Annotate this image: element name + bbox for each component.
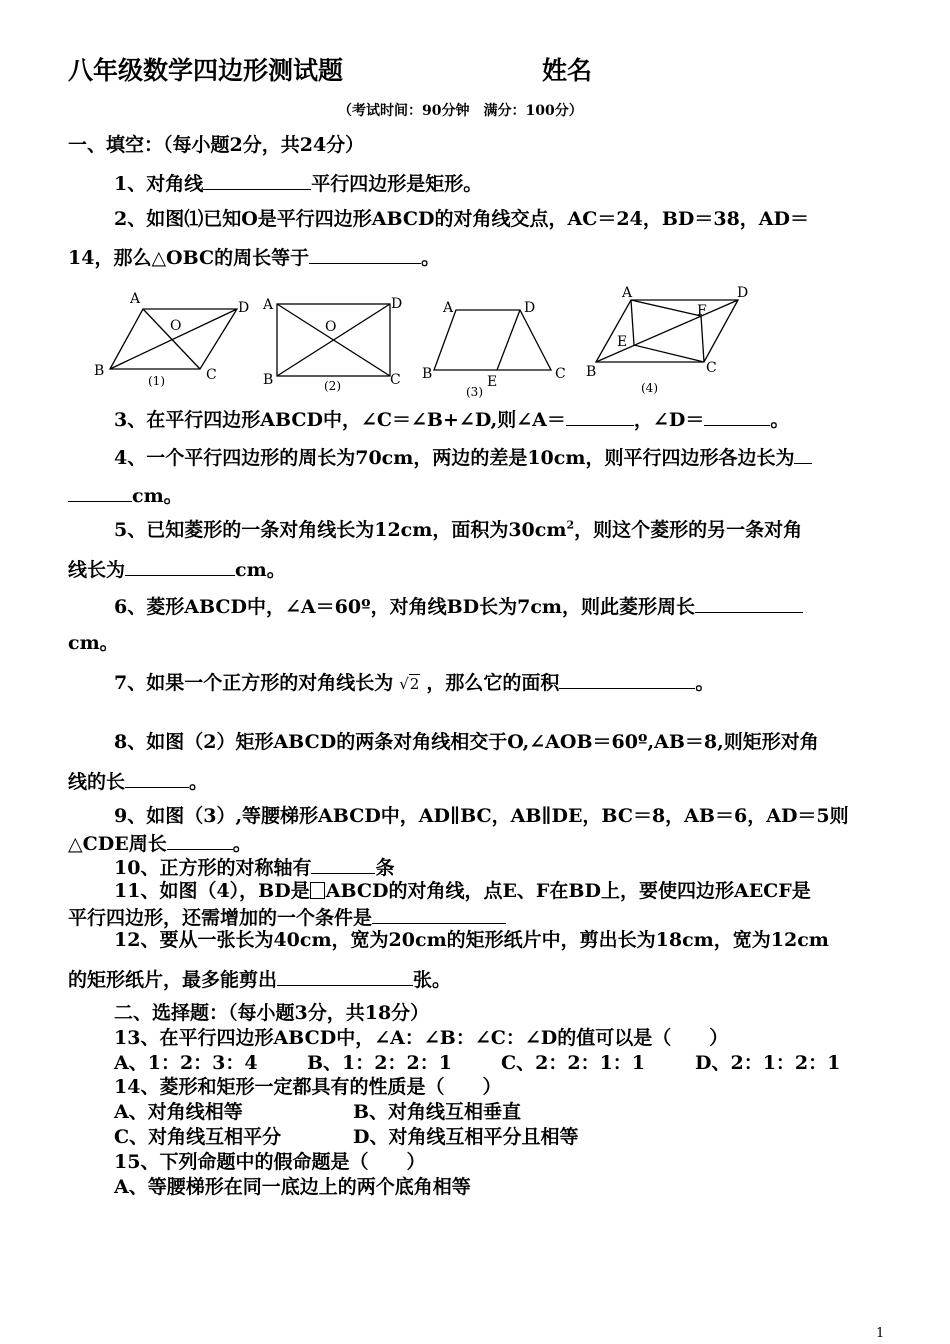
fig4-caption: (4) [641,381,658,395]
q1-text-a: 1、对角线 [114,173,204,195]
fig2-label-c: C [390,372,401,388]
q9-text-b: 。 [232,833,252,855]
question-4-line2 [68,482,183,508]
page-number: 1 [876,1326,885,1341]
fig4-label-c: C [706,360,717,376]
fig2-label-b: B [263,372,274,388]
fig4-segment-fa [631,300,701,316]
q5-superscript: 2 [566,518,575,532]
fig4-segment-ae [631,300,634,345]
fig3-trapezoid [434,310,551,370]
q1-blank[interactable] [203,170,311,190]
fig4-label-a: A [622,285,633,301]
question-9-line1: 9、如图（3）,等腰梯形ABCD中，AD∥BC，AB∥DE，BC＝8，AB＝6，AD＝5则 [114,805,849,827]
question-12-line1: 12、要从一张长为40cm，宽为20cm的矩形纸片中，剪出长为18cm，宽为12cm [114,929,829,951]
q5-text-b: ，则这个菱形的另一条对角 [574,519,803,541]
q11-text-b: ABCD的对角线，点E、F在BD上，要使四边形AECF是 [325,880,811,902]
q9-blank[interactable] [167,830,233,850]
fig4-label-d: D [737,285,749,301]
figure-3 [422,300,566,399]
q5-text-c: 线长为 [68,559,126,581]
question-1 [114,170,482,196]
q7-text-a: 7、如果一个正方形的对角线长为 [114,672,394,694]
question-10 [114,854,394,880]
q3-blank-a[interactable] [566,406,634,426]
q6-blank[interactable] [695,593,803,613]
fig1-caption: (1) [148,374,165,388]
question-8-line1: 8、如图（2）矩形ABCD的两条对角线相交于O,∠AOB＝60º,AB＝8,则矩形对角 [114,731,819,753]
q7-text-c: 。 [695,672,715,694]
q13-option-d[interactable]: D、2：1：2：1 [695,1052,841,1074]
q4-blank-start[interactable] [794,444,812,464]
question-6-line2: cm。 [68,632,119,654]
question-11-line1 [114,879,811,903]
q8-text-a: 线的长 [68,771,126,793]
question-2-line1: 2、如图⑴已知O是平行四边形ABCD的对角线交点，AC＝24，BD＝38，AD＝ [114,208,810,230]
question-2-line2 [68,244,440,270]
question-11-line2 [68,904,506,930]
question-3 [114,406,789,432]
fig1-label-o: O [170,318,182,334]
question-12-line2 [68,966,451,992]
figure-4 [586,285,748,395]
q13-option-c[interactable]: C、2：2：1：1 [501,1052,646,1074]
q13-option-b[interactable]: B、1：2：2：1 [307,1052,452,1074]
q3-text-a: 3、在平行四边形ABCD中，∠C＝∠B+∠D,则∠A＝ [114,409,566,431]
q2-text-a: 14，那么△OBC的周长等于 [68,247,310,269]
fig4-label-e: E [617,334,628,350]
q4-blank[interactable] [68,482,132,502]
section1-heading: 一、填空：（每小题2分，共24分） [68,134,365,156]
q11-blank[interactable] [372,904,506,924]
fig3-label-b: B [422,366,433,382]
fig3-label-c: C [555,366,566,382]
fig2-caption: (2) [324,379,341,393]
q5-text-d: cm。 [235,559,286,581]
q6-text-a: 6、菱形ABCD中，∠A＝60º，对角线BD长为7cm，则此菱形周长 [114,596,696,618]
fig1-label-b: B [94,363,105,379]
q5-blank[interactable] [125,556,235,576]
q2-blank[interactable] [309,244,421,264]
q12-text-a: 的矩形纸片，最多能剪出 [68,969,278,991]
parallelogram-symbol-icon [310,882,325,899]
q3-text-c: 。 [770,409,790,431]
q5-text-a: 5、已知菱形的一条对角线长为12cm，面积为30cm [114,519,567,541]
q9-text-a: △CDE周长 [68,833,167,855]
fig2-label-a: A [263,297,274,313]
fig3-label-a: A [443,300,454,316]
figure-1 [94,291,249,388]
q8-blank[interactable] [125,768,189,788]
q3-blank-d[interactable] [704,406,770,426]
question-8-line2 [68,768,208,794]
q7-blank[interactable] [559,669,695,689]
fig4-label-f: F [697,303,707,319]
question-13-stem: 13、在平行四边形ABCD中，∠A：∠B：∠C：∠D的值可以是（ ） [114,1027,729,1049]
q10-blank[interactable] [311,854,375,874]
q8-text-b: 。 [189,771,209,793]
question-14-stem: 14、菱形和矩形一定都具有的性质是（ ） [114,1076,502,1098]
q4-text-a: 4、一个平行四边形的周长为70cm，两边的差是10cm，则平行四边形各边长为 [114,447,795,469]
q14-option-b[interactable]: B、对角线互相垂直 [353,1101,522,1123]
fig3-label-e: E [487,374,498,390]
q11-text-c: 平行四边形，还需增加的一个条件是 [68,907,373,929]
fig3-label-d: D [524,300,536,316]
q3-text-b: ，∠D＝ [633,409,705,431]
question-9-line2 [68,830,252,856]
q1-text-b: 平行四边形是矩形。 [311,173,483,195]
q13-option-a[interactable]: A、1：2：3：4 [114,1052,258,1074]
exam-info: （考试时间：90分钟 满分：100分） [338,103,583,119]
fig1-label-a: A [130,291,141,307]
q14-option-c[interactable]: C、对角线互相平分 [114,1126,282,1148]
page-title: 八年级数学四边形测试题 [68,56,344,85]
fig3-segment-de [497,310,520,370]
question-6-line1 [114,593,803,619]
name-label: 姓名 [542,56,593,85]
fig4-segment-cf [701,316,704,362]
figures-row [88,282,768,400]
fig3-caption: (3) [466,385,483,399]
fig2-label-d: D [391,296,403,312]
question-5-line1 [114,518,802,542]
section2-heading: 二、选择题：（每小题3分，共18分） [114,1002,430,1024]
q11-text-a: 11、如图（4），BD是 [114,880,310,902]
q12-text-b: 张。 [413,969,452,991]
q10-text-a: 10、正方形的对称轴有 [114,857,312,879]
q4-text-b: cm。 [132,485,183,507]
question-15-stem: 15、下列命题中的假命题是（ ） [114,1151,426,1173]
question-4-line1 [114,444,812,470]
fig1-label-d: D [238,300,250,316]
figure-2 [262,296,402,393]
question-5-line2 [68,556,286,582]
q10-text-b: 条 [375,857,395,879]
q14-option-d[interactable]: D、对角线互相平分且相等 [353,1126,579,1148]
q2-text-b: 。 [421,247,441,269]
fig4-segment-ec [634,345,704,362]
q7-text-b: ，那么它的面积 [426,672,560,694]
q14-option-a[interactable]: A、对角线相等 [114,1101,243,1123]
fig2-label-o: O [325,319,337,335]
fig1-label-c: C [206,367,217,383]
question-7 [114,669,714,696]
fig4-label-b: B [586,364,597,380]
q15-option-a[interactable]: A、等腰梯形在同一底边上的两个底角相等 [114,1176,471,1198]
q12-blank[interactable] [277,966,413,986]
sqrt-symbol: √2 [399,675,420,693]
